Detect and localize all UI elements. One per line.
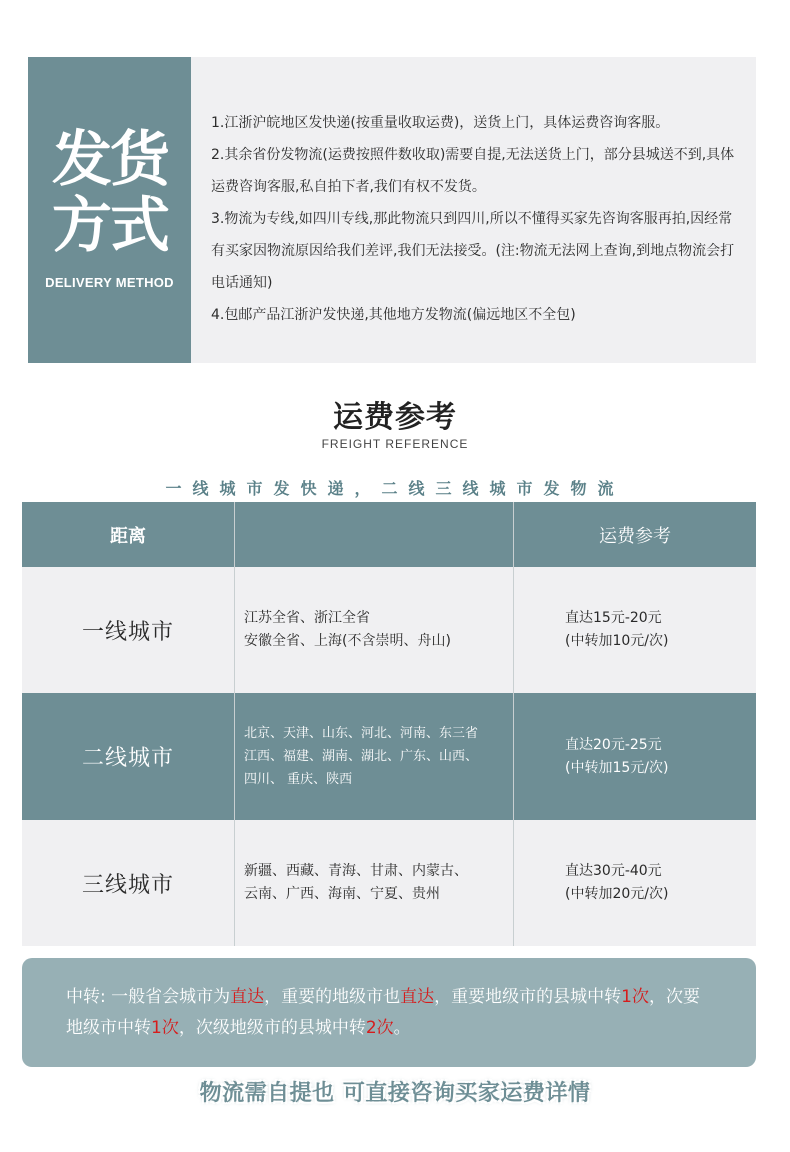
note-highlight: 1次 bbox=[621, 987, 649, 1007]
delivery-method-subtitle: DELIVERY METHOD bbox=[45, 275, 174, 290]
note-highlight: 1次 bbox=[151, 1018, 179, 1038]
price-text bbox=[565, 607, 668, 653]
city-tier-cell bbox=[22, 693, 235, 820]
regions-line: 四川、 重庆、陕西 bbox=[244, 772, 353, 787]
footer-slogan: 物流需自提也 可直接咨询买家运费详情 bbox=[199, 1081, 591, 1106]
delivery-method-panel bbox=[28, 57, 756, 363]
header-distance: 距离 bbox=[22, 502, 235, 567]
price-direct: 直达20元-25元 bbox=[565, 736, 662, 753]
note-highlight: 直达 bbox=[230, 987, 265, 1007]
table-row bbox=[22, 567, 756, 693]
price-cell bbox=[514, 820, 756, 946]
city-tier: 二线城市 bbox=[81, 746, 174, 771]
regions-text bbox=[244, 722, 478, 791]
note-text: ，次要地级市中转 bbox=[66, 987, 700, 1038]
note-highlight: 2次 bbox=[365, 1018, 394, 1038]
freight-tagline: 一线城市发快递，二线三线城市发物流 bbox=[165, 479, 625, 498]
regions-line: 云南、广西、海南、宁夏、贵州 bbox=[244, 886, 440, 902]
price-direct: 直达30元-40元 bbox=[565, 863, 662, 879]
delivery-rule: 1.江浙沪皖地区发快递(按重量收取运费)，送货上门，具体运费咨询客服。 bbox=[211, 115, 670, 131]
price-transfer: (中转加15元/次) bbox=[565, 759, 669, 776]
price-cell bbox=[514, 567, 756, 693]
regions-line: 江苏全省、浙江全省 bbox=[244, 610, 370, 626]
price-transfer: (中转加10元/次) bbox=[565, 633, 669, 649]
price-text bbox=[565, 860, 668, 906]
regions-line: 安徽全省、上海(不含崇明、舟山) bbox=[244, 633, 451, 649]
note-text: ，重要地级市的县城中转 bbox=[434, 987, 622, 1007]
delivery-title-line-2: 方式 bbox=[52, 191, 168, 261]
note-text: ，次级地级市的县城中转 bbox=[178, 1018, 366, 1038]
regions-line: 江西、福建、湖南、湖北、广东、山西、 bbox=[244, 749, 479, 764]
price-cell bbox=[514, 693, 756, 820]
regions-cell bbox=[235, 567, 514, 693]
delivery-rules-list bbox=[211, 107, 746, 331]
freight-subtitle: FREIGHT REFERENCE bbox=[321, 437, 469, 451]
table-row bbox=[22, 693, 756, 820]
regions-cell bbox=[235, 820, 514, 946]
price-text bbox=[565, 734, 668, 780]
regions-text bbox=[244, 860, 468, 906]
freight-title: 运费参考 bbox=[333, 400, 457, 435]
table-row bbox=[22, 820, 756, 946]
header-freight: 运费参考 bbox=[599, 525, 671, 547]
note-text: 中转: 一般省会城市为 bbox=[66, 987, 231, 1007]
regions-cell bbox=[235, 693, 514, 820]
transfer-note bbox=[22, 958, 756, 1067]
delivery-rule: 4.包邮产品江浙沪发快递,其他地方发物流(偏远地区不全包) bbox=[211, 307, 576, 323]
note-text: 。 bbox=[393, 1018, 411, 1038]
price-direct: 直达15元-20元 bbox=[565, 610, 662, 626]
table-header-row bbox=[22, 502, 756, 567]
city-tier: 三线城市 bbox=[81, 872, 174, 898]
header-regions bbox=[235, 502, 514, 567]
freight-table bbox=[22, 502, 756, 946]
regions-line: 北京、天津、山东、河北、河南、东三省 bbox=[244, 726, 479, 741]
city-tier: 一线城市 bbox=[81, 619, 174, 645]
note-highlight: 直达 bbox=[400, 987, 435, 1007]
delivery-title-line-1: 发货 bbox=[52, 125, 168, 195]
note-text: ，重要的地级市也 bbox=[264, 987, 401, 1007]
regions-text bbox=[244, 607, 451, 653]
price-transfer: (中转加20元/次) bbox=[565, 886, 669, 902]
delivery-rule: 2.其余省份发物流(运费按照件数收取)需要自提,无法送货上门，部分县城送不到,具体运费咨询客服,私自拍下者,我们有权不发货。 bbox=[211, 147, 735, 195]
delivery-method-title bbox=[40, 127, 180, 259]
delivery-rule: 3.物流为专线,如四川专线,那此物流只到四川,所以不懂得买家先咨询客服再拍,因经常有买家因物流原因给我们差评,我们无法接受。(注:物流无法网上查询,到地点物流会打电话通知) bbox=[211, 211, 735, 291]
delivery-method-badge bbox=[28, 57, 191, 363]
city-tier-cell bbox=[22, 820, 235, 946]
regions-line: 新疆、西藏、青海、甘肃、内蒙古、 bbox=[244, 863, 468, 879]
city-tier-cell bbox=[22, 567, 235, 693]
